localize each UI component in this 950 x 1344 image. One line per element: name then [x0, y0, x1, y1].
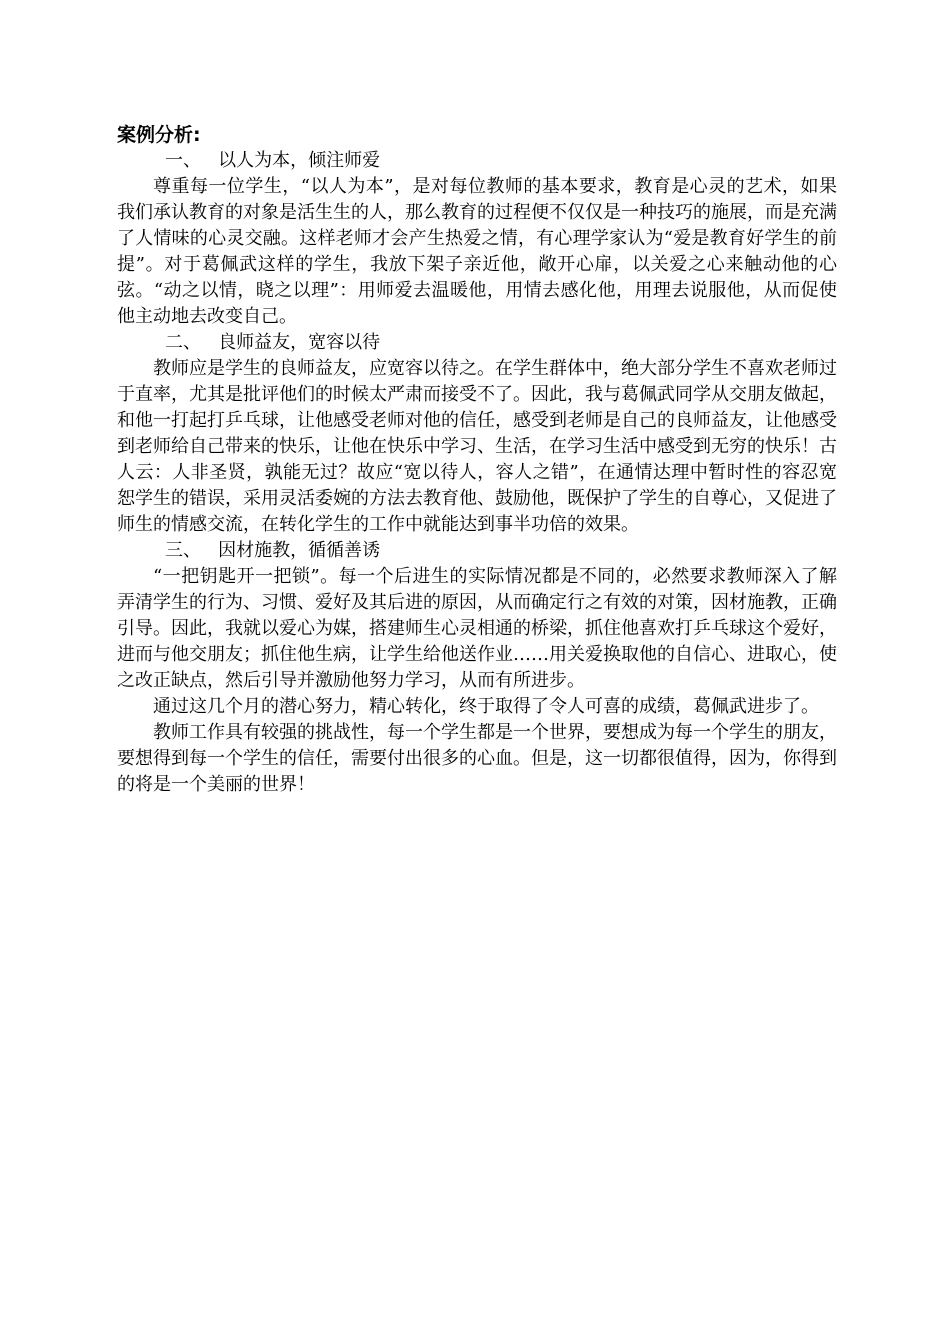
section-title-2: 二、 良师益友，宽容以待	[165, 332, 381, 353]
case-analysis-heading: 案例分析:	[117, 124, 201, 146]
section-title-3: 三、 因材施教，循循善诱	[165, 540, 381, 561]
section-title-1: 一、 以人为本，倾注师爱	[165, 150, 381, 171]
section-2-paragraph-1: 教师应是学生的良师益友，应宽容以待之。在学生群体中，绝大部分学生不喜欢老师过于直率，尤其是批评他们的时候太严肃而接受不了。因此，我与葛佩武同学从交朋友做起，和他一打起打乒乓球，让他感受老师对他的信任，感受到老师是自己的良师益友，让他感受到老师给自己带来的快乐，让他在快乐中学习、生活，在学习生活中感受到无穷的快乐！古人云：人非圣贤，孰能无过？故应“宽以待人，容人之错”，在通情达理中暂时性的容忍宽恕学生的错误，采用灵活委婉的方法去教育他、鼓励他，既保护了学生的自尊心，又促进了师生的情感交流，在转化学生的工作中就能达到事半功倍的效果。	[117, 358, 837, 535]
section-1-paragraph-1: 尊重每一位学生，“以人为本”，是对每位教师的基本要求，教育是心灵的艺术，如果我们承认教育的对象是活生生的人，那么教育的过程便不仅仅是一种技巧的施展，而是充满了人情味的心灵交融。这样老师才会产生热爱之情，有心理学家认为“爱是教育好学生的前提”。对于葛佩武这样的学生，我放下架子亲近他，敞开心扉，以关爱之心来触动他的心弦。“动之以情，晓之以理”：用师爱去温暖他，用情去感化他，用理去说服他，从而促使他主动地去改变自己。	[117, 176, 837, 327]
section-3-paragraph-1: “一把钥匙开一把锁”。每一个后进生的实际情况都是不同的，必然要求教师深入了解弄清学生的行为、习惯、爱好及其后进的原因，从而确定行之有效的对策，因材施教，正确引导。因此，我就以爱心为媒，搭建师生心灵相通的桥梁，抓住他喜欢打乒乓球这个爱好，进而与他交朋友；抓住他生病，让学生给他送作业……用关爱换取他的自信心、进取心，使之改正缺点，然后引导并激励他努力学习，从而有所进步。	[117, 566, 837, 691]
document-page	[117, 122, 837, 798]
section-3-paragraph-2: 通过这几个月的潜心努力，精心转化，终于取得了令人可喜的成绩，葛佩武进步了。	[153, 696, 819, 717]
section-3-paragraph-3: 教师工作具有较强的挑战性，每一个学生都是一个世界，要想成为每一个学生的朋友，要想得到每一个学生的信任，需要付出很多的心血。但是，这一切都很值得，因为，你得到的将是一个美丽的世界！	[117, 722, 837, 795]
